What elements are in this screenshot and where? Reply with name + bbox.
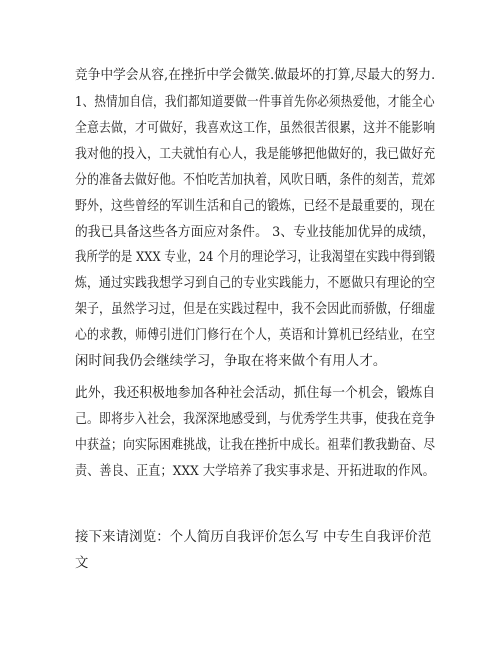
text-line: 我所学的是 XXX 专业，24 个月的理论学习，让我渴望在实践中得到锻 <box>75 250 436 265</box>
text-line: 闲时间我仍会继续学习，争取在将来做个有用人才。 <box>75 354 387 369</box>
text-line: 心的求教，师傅引进们门修行在个人，英语和计算机已经结业，在空 <box>75 328 436 343</box>
text-line: 架子，虽然学习过，但是在实践过程中，我不会因此而骄傲，仔细虚 <box>75 302 436 317</box>
text-line: 己。即将步入社会，我深深地感受到，与优秀学生共事，使我在竞争 <box>75 412 436 427</box>
text-line: 全意去做，才可做好，我喜欢这工作，虽然很苦很累，这并不能影响 <box>75 121 436 136</box>
text-line: 1、热情加自信，我们都知道要做一件事首先你必须热爱他，才能全心 <box>75 95 435 110</box>
text-line: 炼，通过实践我想学习到自己的专业实践能力，不愿做只有理论的空 <box>75 276 436 291</box>
text-line: 分的准备去做好他。不怕吃苦加执着，风吹日晒，条件的刻苦，荒郊 <box>75 173 436 188</box>
text-line: 文 <box>75 556 89 571</box>
text-line: 竞争中学会从容,在挫折中学会微笑.做最坏的打算,尽最大的努力. <box>75 68 436 83</box>
text-line: 中获益；向实际困难挑战，让我在挫折中成长。祖辈们教我勤奋、尽 <box>75 438 436 453</box>
text-line: 此外，我还积极地参加各种社会活动，抓住每一个机会，锻炼自 <box>75 386 436 401</box>
text-line: 责、善良、正直；XXX 大学培养了我实事求是、开拓进取的作风。 <box>75 464 435 479</box>
text-line: 野外，这些曾经的军训生活和自己的锻炼，已经不是最重要的，现在 <box>75 199 436 214</box>
text-line: 的我已具备这些各方面应对条件。 3、专业技能加优异的成绩， <box>75 225 435 240</box>
text-line: 接下来请浏览：个人简历自我评价怎么写 中专生自我评价范 <box>75 530 432 545</box>
text-line: 我对他的投入，工夫就怕有心人，我是能够把他做好的，我已做好充 <box>75 147 436 162</box>
